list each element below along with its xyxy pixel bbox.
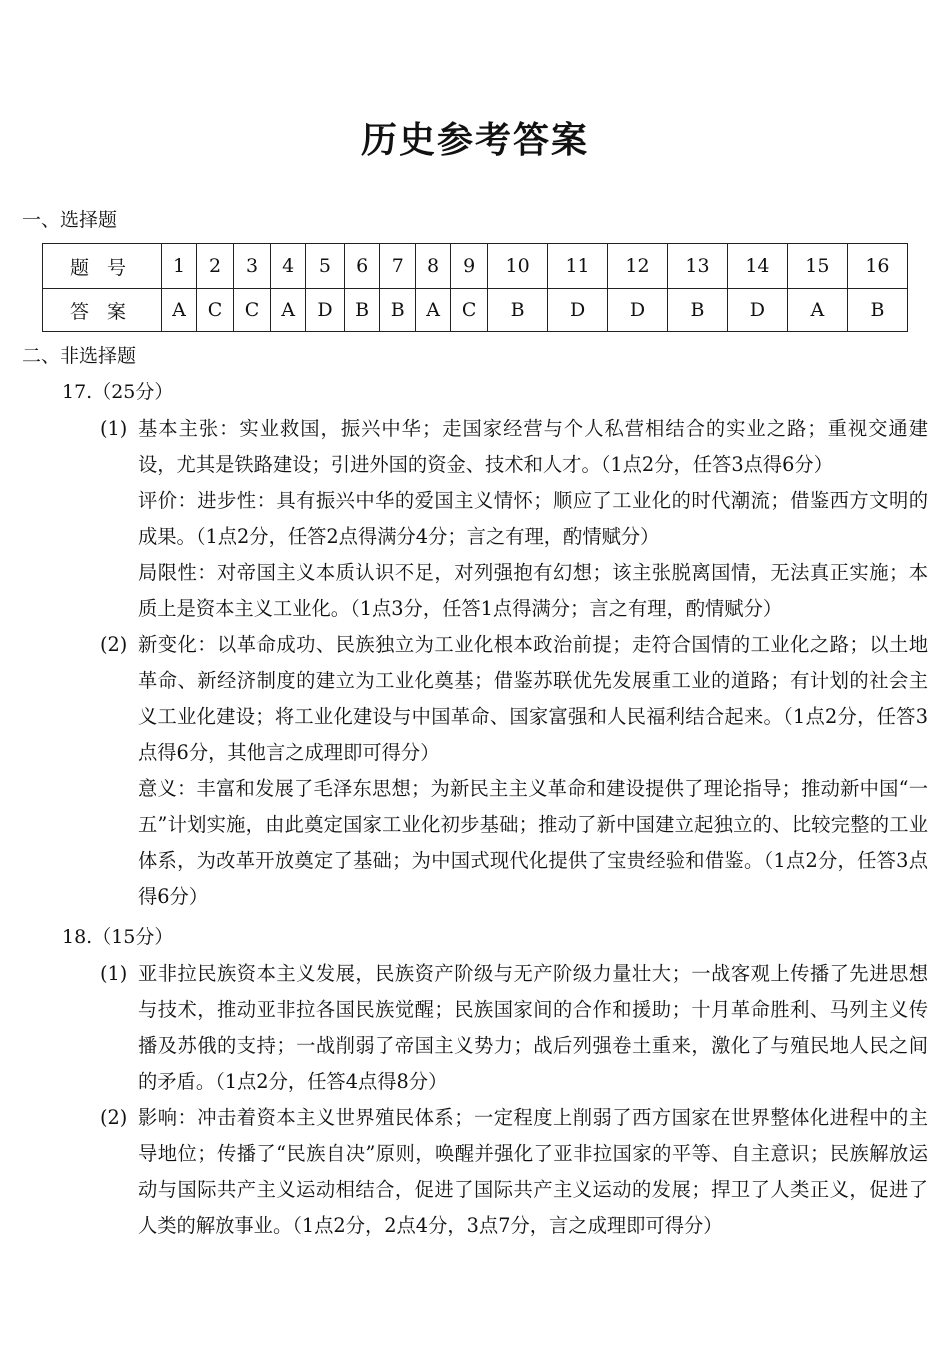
question-number-cell: 15 <box>787 244 847 289</box>
question-number-row <box>43 244 908 289</box>
answer-cell: A <box>787 289 847 332</box>
question-number-cell: 9 <box>451 244 488 289</box>
q17-part2-answer <box>100 627 928 771</box>
q18-part2-answer <box>100 1100 928 1244</box>
q18-part2-text: 影响：冲击着资本主义世界殖民体系；一定程度上削弱了西方国家在世界整体化进程中的主导地位；传播了“民族自决”原则，唤醒并强化了亚非拉国家的平等、自主意识；民族解放运动与国际共产主义运动相结合，促进了国际共产主义运动的发展；捍卫了人类正义，促进了人类的解放事业。（1点2分，2点4分，3点7分，言之成理即可得分） <box>138 1106 928 1237</box>
q17-part1-label: (1) <box>100 417 128 440</box>
question-number-cell: 6 <box>344 244 380 289</box>
q17-part2-label: (2) <box>100 633 128 656</box>
answer-cell: B <box>380 289 416 332</box>
answer-cell: D <box>608 289 668 332</box>
q18-part1-answer <box>100 956 928 1100</box>
answer-row <box>43 289 908 332</box>
question-17-heading: 17.（25分） <box>62 381 174 403</box>
answer-cell: B <box>667 289 727 332</box>
question-number-cell: 1 <box>162 244 197 289</box>
q17-part2-text: 新变化：以革命成功、民族独立为工业化根本政治前提；走符合国情的工业化之路；以土地革命、新经济制度的建立为工业化奠基；借鉴苏联优先发展重工业的道路；有计划的社会主义工业化建设；将工业化建设与中国革命、国家富强和人民福利结合起来。（1点2分，任答3点得6分，其他言之成理即可得分） <box>138 633 928 764</box>
section-heading-non-choice: 二、非选择题 <box>22 345 137 367</box>
answer-cell: D <box>548 289 608 332</box>
answer-cell: B <box>488 289 548 332</box>
answer-cell: D <box>306 289 345 332</box>
question-number-cell: 12 <box>608 244 668 289</box>
answer-cell: C <box>197 289 234 332</box>
question-number-cell: 14 <box>727 244 787 289</box>
question-number-cell: 3 <box>234 244 271 289</box>
answer-cell: D <box>727 289 787 332</box>
row-label-question: 题号 <box>43 244 162 289</box>
answer-cell: A <box>162 289 197 332</box>
answer-cell: B <box>847 289 907 332</box>
row-label-answer: 答案 <box>43 289 162 332</box>
question-number-cell: 2 <box>197 244 234 289</box>
q17-part1-answer <box>100 411 928 483</box>
question-number-cell: 11 <box>548 244 608 289</box>
q17-part1-limitations: 局限性：对帝国主义本质认识不足，对列强抱有幻想；该主张脱离国情，无法真正实施；本质上是资本主义工业化。（1点3分，任答1点得满分；言之有理，酌情赋分） <box>138 561 928 620</box>
q18-part1-label: (1) <box>100 962 128 985</box>
q18-part1-text: 亚非拉民族资本主义发展，民族资产阶级与无产阶级力量壮大；一战客观上传播了先进思想与技术，推动亚非拉各国民族觉醒；民族国家间的合作和援助；十月革命胜利、马列主义传播及苏俄的支持；一战削弱了帝国主义势力；战后列强卷土重来，激化了与殖民地人民之间的矛盾。（1点2分，任答4点得8分） <box>138 962 928 1093</box>
answer-cell: A <box>416 289 451 332</box>
section-heading-multiple-choice: 一、选择题 <box>22 209 118 231</box>
answer-cell: A <box>271 289 306 332</box>
question-number-cell: 13 <box>667 244 727 289</box>
q17-part1-evaluation: 评价：进步性：具有振兴中华的爱国主义情怀；顺应了工业化的时代潮流；借鉴西方文明的成果。（1点2分，任答2点得满分4分；言之有理，酌情赋分） <box>138 489 928 548</box>
page-title: 历史参考答案 <box>360 120 589 161</box>
answer-table <box>42 243 908 332</box>
question-number-cell: 8 <box>416 244 451 289</box>
question-number-cell: 7 <box>380 244 416 289</box>
question-number-cell: 5 <box>306 244 345 289</box>
answer-cell: C <box>451 289 488 332</box>
answer-cell: B <box>344 289 380 332</box>
question-number-cell: 16 <box>847 244 907 289</box>
q17-part1-text: 基本主张：实业救国，振兴中华；走国家经营与个人私营相结合的实业之路；重视交通建设，尤其是铁路建设；引进外国的资金、技术和人才。（1点2分，任答3点得6分） <box>138 417 928 476</box>
answer-cell: C <box>234 289 271 332</box>
question-number-cell: 4 <box>271 244 306 289</box>
q18-part2-label: (2) <box>100 1106 128 1129</box>
question-18-heading: 18.（15分） <box>62 926 174 948</box>
q17-part2-meaning: 意义：丰富和发展了毛泽东思想；为新民主主义革命和建设提供了理论指导；推动新中国“一五”计划实施，由此奠定国家工业化初步基础；推动了新中国建立起独立的、比较完整的工业体系，为改革开放奠定了基础；为中国式现代化提供了宝贵经验和借鉴。（1点2分，任答3点得6分） <box>138 777 928 908</box>
question-number-cell: 10 <box>488 244 548 289</box>
